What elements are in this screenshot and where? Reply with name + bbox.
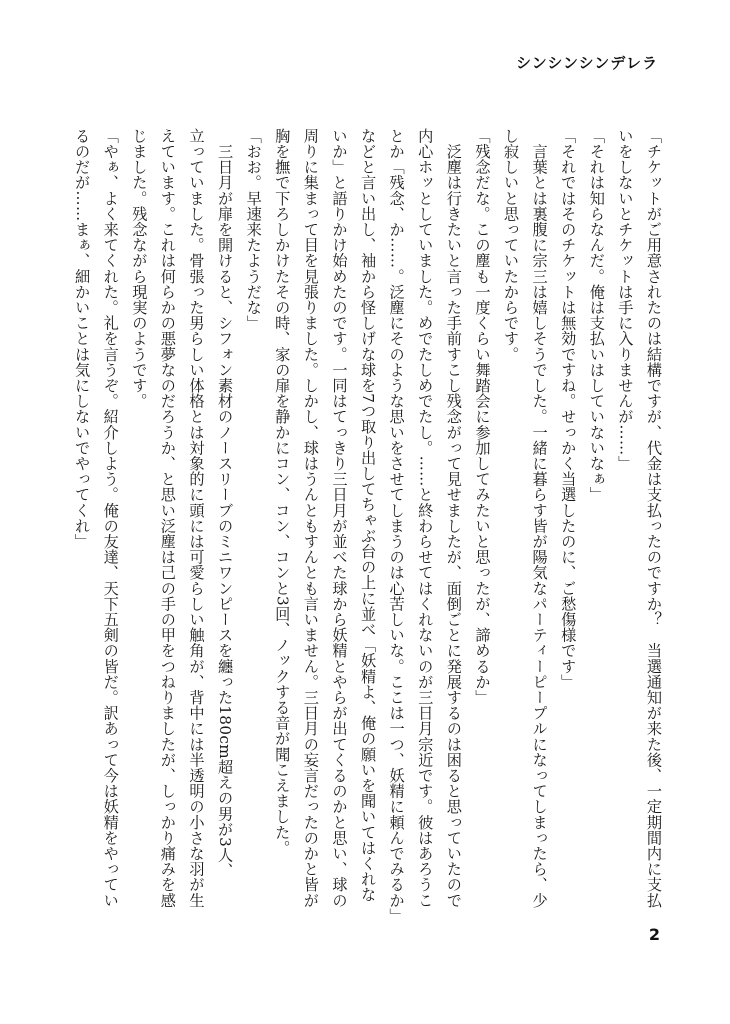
text-line: 言葉とは裏腹に宗三は嬉しそうでした。一緒に暮らす皆が陽気なパーティーピープルになってしまったら、少: [530, 128, 549, 908]
text-line: 泛塵は行きたいと言った手前すこし残念がって見せましたが、面倒ごとに発展するのは困ると思っていたので: [444, 128, 463, 908]
text-line: 三日月が扉を開けると、シフォン素材のノースリーブのミニワンピースを纏った180cm超えの男が3人、: [216, 128, 235, 879]
text-line: 内心ホッとしていました。めでたしめでたし。……と終わらせてはくれないのが三日月宗近です。彼はあろうこ: [416, 128, 435, 908]
vertical-body-text: [73, 128, 668, 924]
text-line: 「チケットがご用意されたのは結構ですが、代金は支払ったのですか？ 当選通知が来た後、一定期間内に支払: [645, 128, 663, 908]
text-line: 「残念だな。この塵も一度くらい舞踏会に参加してみたいと思ったが、諦めるか」: [473, 128, 492, 706]
text-line: るのだが……まぁ、細かいことは気にしないでやってくれ」: [73, 128, 92, 550]
text-line: などと言い出し、袖から怪しげな球を7つ取り出してちゃぶ台の上に並べ「妖精よ、俺の願いを聞いてはくれな: [359, 128, 378, 903]
text-line: 「それは知らなんだ。俺は支払いはしていないなぁ」: [587, 128, 606, 503]
text-line: 胸を撫で下ろしかけたその時、家の扉を静かにコン、コン、コンと3回、ノックする音が聞こえました。: [273, 128, 292, 856]
text-line: し寂しいと思っていたからです。: [502, 128, 521, 362]
text-line: じました。残念ながら現実のようです。: [130, 128, 149, 409]
text-line: えています。これは何らかの悪夢なのだろうか、と思い泛塵は己の手の甲をつねりましたが、しっかり痛みを感: [158, 128, 177, 908]
text-line: 周りに集まって目を見張りました。しかし、球はうんともすんとも言いません。三日月の妄言だったのかと皆が: [301, 128, 320, 908]
text-line: 「おお。早速来たようだな」: [244, 128, 263, 331]
page-number: 2: [648, 925, 660, 944]
text-line: 「やぁ、よく来てくれた。礼を言うぞ。紹介しよう。俺の友達、天下五剣の皆だ。訳あって今は妖精をやってい: [101, 128, 120, 908]
text-line: いか」と語りかけ始めたのです。一同はてっきり三日月が並べた球から妖精とやらが出てくるのかと思い、球の: [330, 128, 349, 908]
text-line: とか「残念、か……。泛塵にそのような思いをさせてしまうのは心苦しいな。ここは一つ、妖精に頼んでみるか」: [387, 128, 406, 924]
text-line: 「それではそのチケットは無効ですね。せっかく当選したのに、ご愁傷様です」: [559, 128, 578, 690]
text-line: 立っていました。骨張った男らしい体格とは対象的に頭には可愛らしい触角が、背中には半透明の小さな羽が生: [187, 128, 206, 908]
running-title: シンシンシンデレラ: [516, 54, 658, 72]
text-line: いをしないとチケットは手に入りませんが……」: [616, 128, 635, 472]
